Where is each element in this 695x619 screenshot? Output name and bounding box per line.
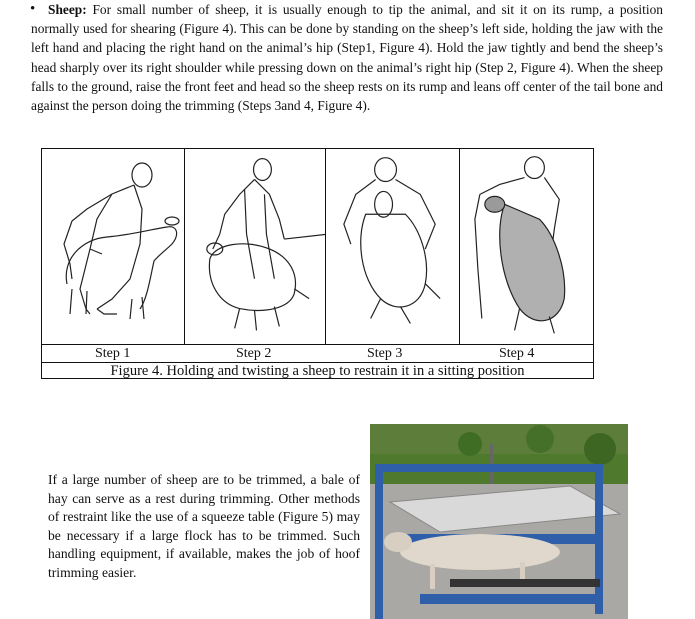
step-3-label: Step 3 — [367, 346, 403, 361]
bullet: • — [30, 1, 36, 17]
step-4-label: Step 4 — [499, 346, 535, 361]
figure-4 — [41, 148, 594, 379]
step-2-illustration — [184, 149, 325, 344]
figure-4-caption: Figure 4. Holding and twisting a sheep to restrain it in a sitting position — [42, 362, 593, 380]
sheep-paragraph-text: For small number of sheep, it is usually enough to tip the animal, and sit it on its rump, a position normally used for shearing (Figure 4). This can be done by standing on the sheep’s left side, holding the jaw with the left hand and placing the right hand on the animal’s hip (Step1, Figure 4). Hold the jaw tightly and bend the sheep’s head sharply over its right shoulder while pressing down on the animal’s right hip (Step 2, Figure 4). When the sheep falls to the ground, raise the front feet and head so the sheep rests on its rump and leans off center of the tail bone and against the person doing the trimming (Steps 3and 4, Figure 4). — [31, 2, 663, 114]
step-labels-row — [42, 344, 593, 363]
step-1-illustration — [42, 149, 184, 344]
step-3-illustration — [325, 149, 459, 344]
step-4-illustration — [459, 149, 595, 344]
squeeze-table-photo — [370, 424, 628, 619]
squeeze-table-paragraph: If a large number of sheep are to be trimmed, a bale of hay can serve as a rest during trimming. Other methods of restraint like the use of a squeeze table (Figure 5) may be necessary if a large flock has to be trimmed. Such handling equipment, if available, makes the job of hoof trimming easier. — [48, 472, 360, 580]
step-1-label: Step 1 — [95, 346, 131, 361]
sheep-restraint-paragraph — [31, 0, 663, 115]
step-2-label: Step 2 — [236, 346, 272, 361]
sheep-heading: Sheep: — [48, 2, 87, 17]
